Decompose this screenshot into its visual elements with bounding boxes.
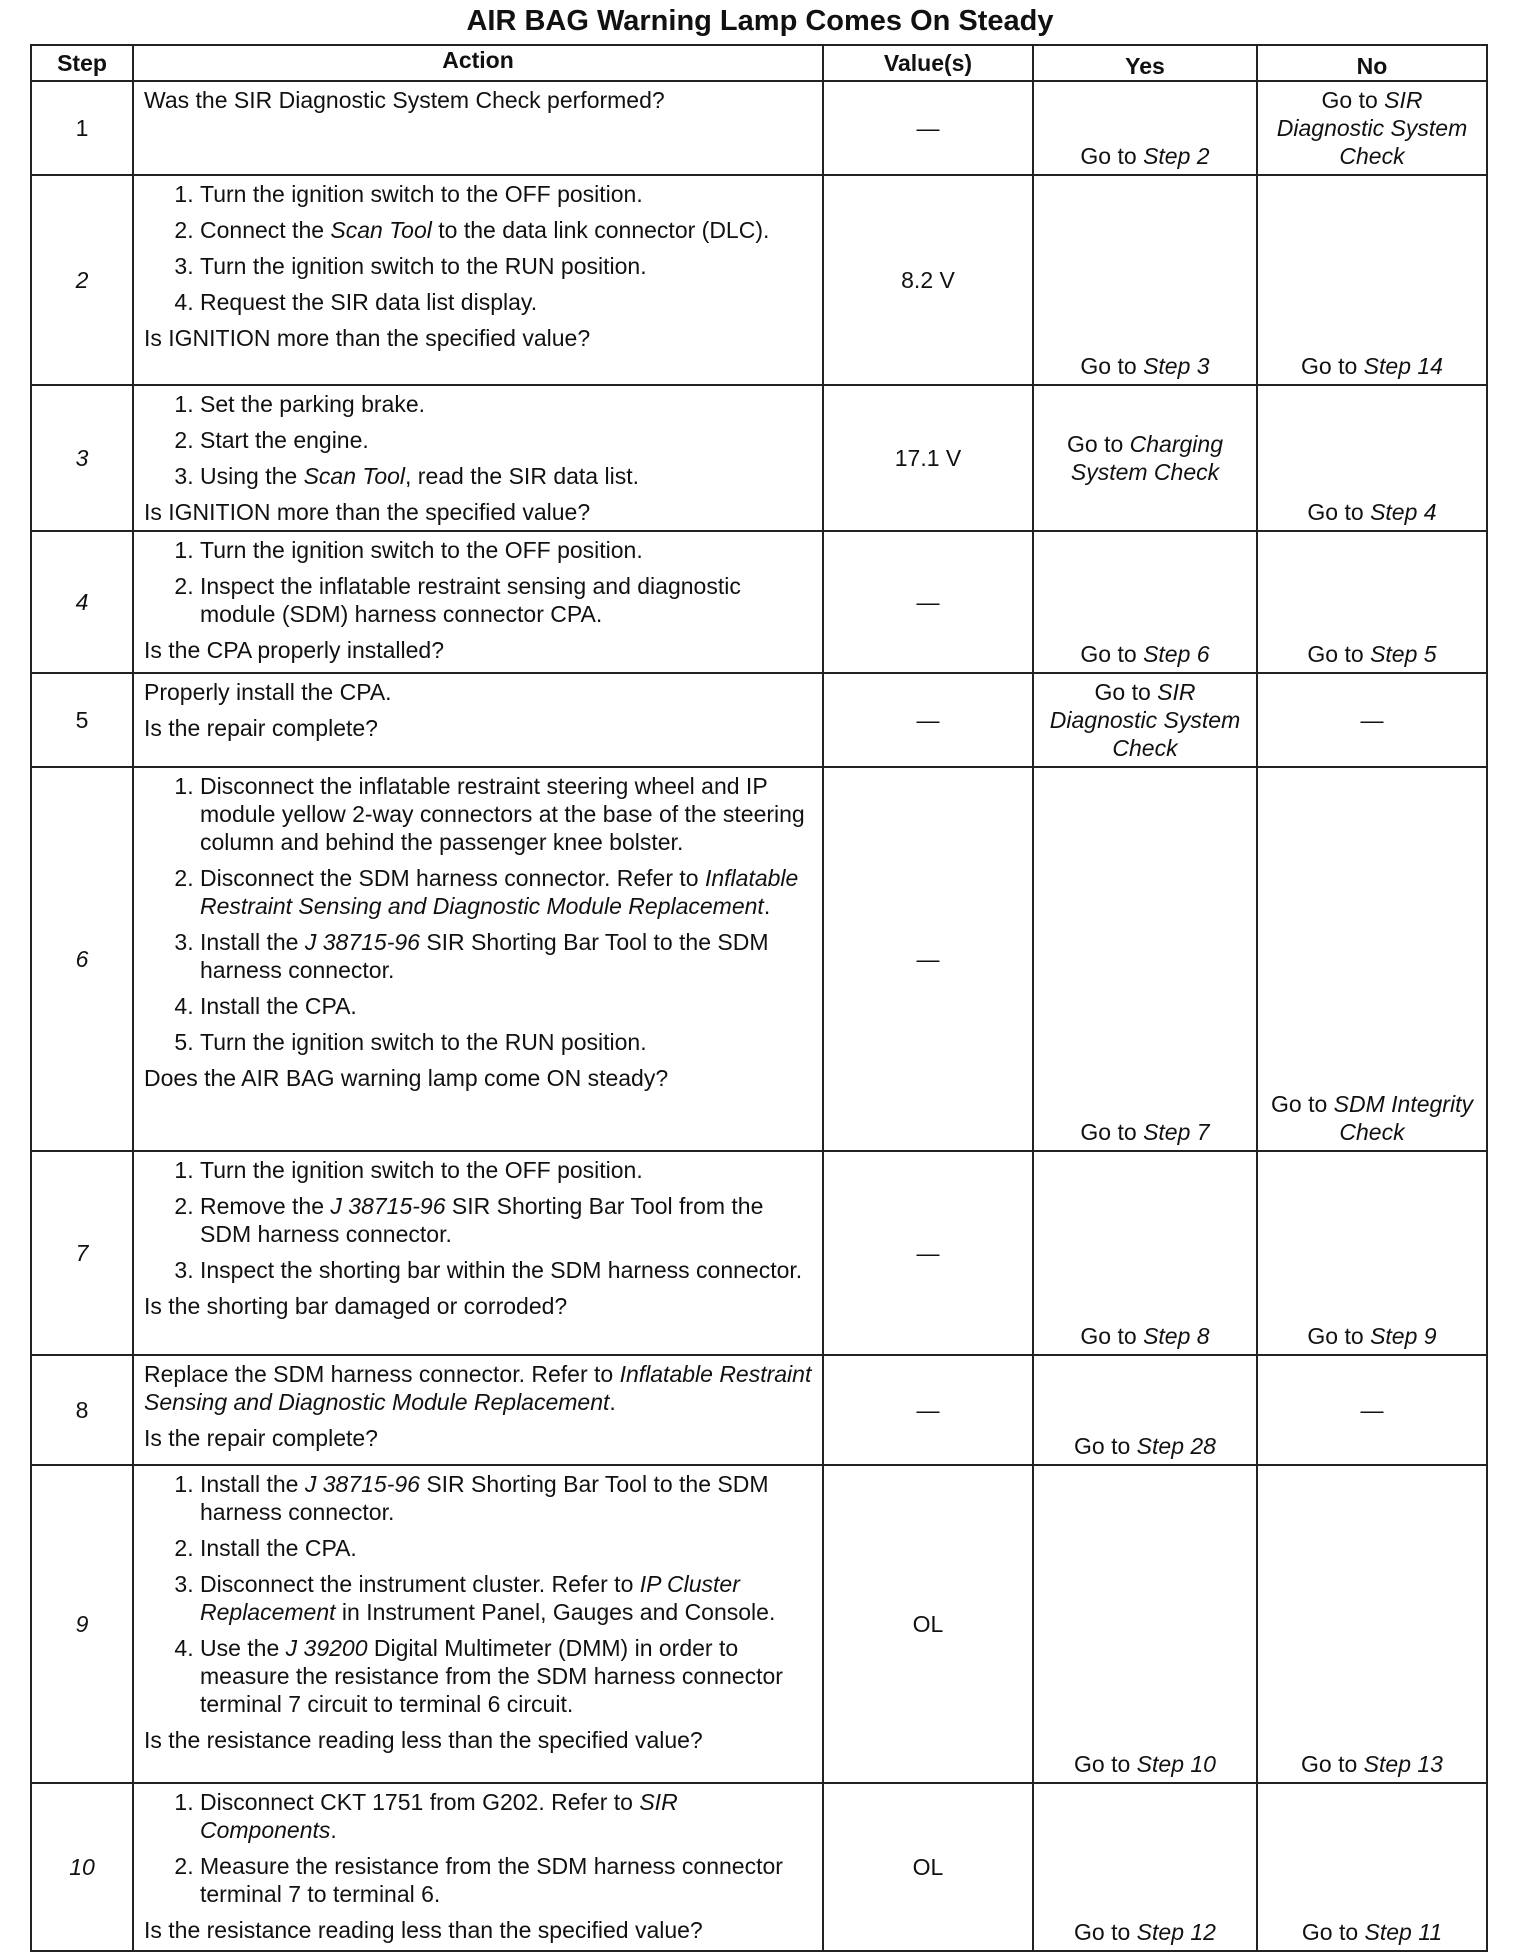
go-to-text: Go to bbox=[1080, 1323, 1144, 1349]
action-step bbox=[200, 928, 812, 984]
action-text: Properly install the CPA. bbox=[144, 679, 392, 705]
step-number: 2 bbox=[31, 175, 133, 385]
action-step bbox=[200, 772, 812, 856]
action-cell bbox=[133, 81, 823, 175]
go-to-text: Go to bbox=[1067, 431, 1130, 457]
action-step bbox=[200, 180, 812, 208]
go-to-target: Step 4 bbox=[1370, 499, 1437, 525]
text-segment: Disconnect the SDM harness connector. Refer to bbox=[200, 865, 705, 891]
value-cell: OL bbox=[823, 1783, 1033, 1951]
go-to-text: Go to bbox=[1321, 87, 1385, 113]
yes-cell bbox=[1033, 1151, 1257, 1355]
step-number: 6 bbox=[31, 767, 133, 1151]
yes-cell bbox=[1033, 1465, 1257, 1783]
go-to-text: Go to bbox=[1080, 143, 1144, 169]
go-to-target: Step 5 bbox=[1370, 641, 1437, 667]
text-segment: J 38715-96 bbox=[304, 929, 420, 955]
action-step bbox=[200, 1192, 812, 1248]
text-segment: Scan Tool bbox=[303, 463, 406, 489]
go-to-target: Charging System Check bbox=[1070, 431, 1223, 485]
dash: — bbox=[1360, 1397, 1384, 1423]
action-step bbox=[200, 1256, 812, 1284]
yes-cell bbox=[1033, 81, 1257, 175]
action-cell bbox=[133, 1151, 823, 1355]
text-segment: Use the bbox=[200, 1635, 286, 1661]
text-segment: J 38715-96 bbox=[330, 1193, 446, 1219]
text-segment: Disconnect CKT 1751 from G202. Refer to bbox=[200, 1789, 640, 1815]
text-segment: to the data link connector (DLC). bbox=[431, 217, 770, 243]
no-cell bbox=[1257, 1465, 1487, 1783]
text-segment: Install the bbox=[200, 929, 305, 955]
action-step bbox=[200, 1470, 812, 1526]
text-segment: Turn the ignition switch to the OFF position. bbox=[200, 181, 643, 207]
no-cell bbox=[1257, 767, 1487, 1151]
go-to-text: Go to bbox=[1307, 641, 1371, 667]
action-step bbox=[200, 1634, 812, 1718]
go-to-text: Go to bbox=[1307, 499, 1371, 525]
action-question: Is the resistance reading less than the specified value? bbox=[144, 1917, 703, 1943]
table-row bbox=[31, 1355, 1487, 1465]
table-row bbox=[31, 673, 1487, 767]
text-segment: Is the repair complete? bbox=[144, 1425, 378, 1451]
action-step bbox=[200, 992, 812, 1020]
value-cell: — bbox=[823, 1355, 1033, 1465]
go-to-target: SIR Diagnostic System Check bbox=[1049, 679, 1241, 761]
text-segment: Turn the ignition switch to the RUN position. bbox=[200, 1029, 647, 1055]
action-question: Does the AIR BAG warning lamp come ON steady? bbox=[144, 1065, 669, 1091]
text-segment: Remove the bbox=[200, 1193, 331, 1219]
text-segment: Start the engine. bbox=[200, 427, 369, 453]
text-segment: Digital Multimeter (DMM) in order to measure the resistance from the SDM harness connector terminal 7 circuit to terminal 6 circuit. bbox=[200, 1635, 783, 1717]
table-row bbox=[31, 81, 1487, 175]
table-row bbox=[31, 1151, 1487, 1355]
text-segment: Install the CPA. bbox=[200, 993, 357, 1019]
step-number: 9 bbox=[31, 1465, 133, 1783]
go-to-target: Step 9 bbox=[1370, 1323, 1437, 1349]
action-cell bbox=[133, 673, 823, 767]
action-step bbox=[200, 1028, 812, 1056]
action-step bbox=[200, 1570, 812, 1626]
yes-cell bbox=[1033, 385, 1257, 531]
action-text bbox=[144, 1360, 812, 1416]
go-to-text: Go to bbox=[1074, 1919, 1137, 1945]
step-number: 7 bbox=[31, 1151, 133, 1355]
go-to-text: Go to bbox=[1074, 1433, 1137, 1459]
step-number: 10 bbox=[31, 1783, 133, 1951]
page-title: AIR BAG Warning Lamp Comes On Steady bbox=[466, 5, 1054, 37]
go-to-target: Step 3 bbox=[1143, 353, 1210, 379]
value-cell: — bbox=[823, 673, 1033, 767]
table-row bbox=[31, 1783, 1487, 1951]
go-to-target: Step 11 bbox=[1364, 1919, 1443, 1945]
text-segment: SIR Components bbox=[200, 1789, 678, 1843]
header-step: Step bbox=[31, 45, 133, 81]
go-to-text: Go to bbox=[1301, 353, 1364, 379]
no-cell bbox=[1257, 175, 1487, 385]
action-step bbox=[200, 572, 812, 628]
action-cell bbox=[133, 767, 823, 1151]
value-cell: — bbox=[823, 531, 1033, 673]
text-segment: J 39200 bbox=[285, 1635, 368, 1661]
text-segment: Inflatable Restraint Sensing and Diagnostic Module Replacement bbox=[144, 1361, 812, 1415]
value-cell: 17.1 V bbox=[823, 385, 1033, 531]
go-to-target: Step 14 bbox=[1363, 353, 1443, 379]
go-to-target: Step 2 bbox=[1143, 143, 1210, 169]
table-row bbox=[31, 1465, 1487, 1783]
text-segment: Measure the resistance from the SDM harness connector terminal 7 to terminal 6. bbox=[200, 1853, 783, 1907]
go-to-target: Step 8 bbox=[1143, 1323, 1210, 1349]
go-to-text: Go to bbox=[1307, 1323, 1371, 1349]
go-to-text: Go to bbox=[1271, 1091, 1334, 1117]
yes-cell bbox=[1033, 531, 1257, 673]
diagnostic-table bbox=[30, 44, 1488, 1952]
text-segment: Using the bbox=[200, 463, 304, 489]
go-to-text: Go to bbox=[1301, 1751, 1364, 1777]
go-to-target: Step 28 bbox=[1136, 1433, 1216, 1459]
action-step bbox=[200, 1534, 812, 1562]
action-step bbox=[200, 462, 812, 490]
go-to-target: Step 7 bbox=[1143, 1119, 1210, 1145]
step-number: 4 bbox=[31, 531, 133, 673]
step-number: 3 bbox=[31, 385, 133, 531]
table-row bbox=[31, 385, 1487, 531]
action-cell bbox=[133, 1465, 823, 1783]
text-segment: Install the CPA. bbox=[200, 1535, 357, 1561]
action-cell bbox=[133, 531, 823, 673]
yes-cell bbox=[1033, 1783, 1257, 1951]
action-steps bbox=[144, 180, 812, 316]
step-number: 8 bbox=[31, 1355, 133, 1465]
action-steps bbox=[144, 1156, 812, 1284]
text-segment: Inspect the inflatable restraint sensing and diagnostic module (SDM) harness connector CPA. bbox=[200, 573, 741, 627]
text-segment: Connect the bbox=[200, 217, 331, 243]
go-to-text: Go to bbox=[1074, 1751, 1137, 1777]
text-segment: , read the SIR data list. bbox=[405, 463, 639, 489]
text-segment: SIR Shorting Bar Tool from the SDM harness connector. bbox=[200, 1193, 764, 1247]
action-step bbox=[200, 390, 812, 418]
go-to-text: Go to bbox=[1080, 1119, 1144, 1145]
action-question: Is the shorting bar damaged or corroded? bbox=[144, 1293, 568, 1319]
text-segment: Inspect the shorting bar within the SDM harness connector. bbox=[200, 1257, 803, 1283]
action-text: Is the repair complete? bbox=[144, 715, 378, 741]
go-to-target: Step 10 bbox=[1136, 1751, 1216, 1777]
action-steps bbox=[144, 390, 812, 490]
value-cell: — bbox=[823, 81, 1033, 175]
header-action: Action bbox=[133, 45, 823, 81]
text-segment: Inflatable Restraint Sensing and Diagnostic Module Replacement bbox=[200, 865, 799, 919]
text-segment: SIR Shorting Bar Tool to the SDM harness connector. bbox=[200, 929, 769, 983]
go-to-target: Step 12 bbox=[1136, 1919, 1216, 1945]
action-step bbox=[200, 426, 812, 454]
action-question: Is IGNITION more than the specified value? bbox=[144, 499, 591, 525]
text-segment: . bbox=[609, 1389, 616, 1415]
step-number: 1 bbox=[31, 81, 133, 175]
yes-cell bbox=[1033, 175, 1257, 385]
action-question: Is IGNITION more than the specified value? bbox=[144, 325, 591, 351]
text-segment: . bbox=[763, 893, 771, 919]
text-segment: Disconnect the instrument cluster. Refer to bbox=[200, 1571, 640, 1597]
header-values: Value(s) bbox=[823, 45, 1033, 81]
go-to-target: Step 6 bbox=[1143, 641, 1210, 667]
header-yes: Yes bbox=[1033, 45, 1257, 81]
text-segment: Request the SIR data list display. bbox=[200, 289, 538, 315]
go-to-target: SDM Integrity Check bbox=[1333, 1091, 1473, 1145]
action-step bbox=[200, 1852, 812, 1908]
yes-cell bbox=[1033, 673, 1257, 767]
no-cell bbox=[1257, 1355, 1487, 1465]
no-cell bbox=[1257, 531, 1487, 673]
text-segment: Scan Tool bbox=[330, 217, 432, 243]
go-to-target: SIR Diagnostic System Check bbox=[1276, 87, 1468, 169]
no-cell bbox=[1257, 1783, 1487, 1951]
text-segment: IP Cluster Replacement bbox=[200, 1571, 740, 1625]
text-segment: . bbox=[330, 1817, 337, 1843]
go-to-text: Go to bbox=[1080, 353, 1144, 379]
value-cell: — bbox=[823, 1151, 1033, 1355]
action-step bbox=[200, 864, 812, 920]
action-steps bbox=[144, 1470, 812, 1718]
text-segment: Turn the ignition switch to the OFF position. bbox=[200, 1157, 643, 1183]
text-segment: in Instrument Panel, Gauges and Console. bbox=[335, 1599, 776, 1625]
text-segment: Disconnect the inflatable restraint steering wheel and IP module yellow 2-way connectors at the base of the steering column and behind the passenger knee bolster. bbox=[200, 773, 805, 855]
action-cell bbox=[133, 175, 823, 385]
go-to-text: Go to bbox=[1080, 641, 1144, 667]
yes-cell bbox=[1033, 767, 1257, 1151]
step-number: 5 bbox=[31, 673, 133, 767]
action-text bbox=[144, 1424, 812, 1452]
text-segment: Install the bbox=[200, 1471, 305, 1497]
value-cell: — bbox=[823, 767, 1033, 1151]
table-row bbox=[31, 175, 1487, 385]
action-step bbox=[200, 536, 812, 564]
text-segment: SIR Shorting Bar Tool to the SDM harness connector. bbox=[200, 1471, 769, 1525]
text-segment: J 38715-96 bbox=[304, 1471, 420, 1497]
no-cell bbox=[1257, 385, 1487, 531]
table-row bbox=[31, 767, 1487, 1151]
action-text: Was the SIR Diagnostic System Check performed? bbox=[144, 87, 665, 113]
yes-cell bbox=[1033, 1355, 1257, 1465]
action-steps bbox=[144, 536, 812, 628]
header-no: No bbox=[1257, 45, 1487, 81]
action-cell bbox=[133, 1355, 823, 1465]
text-segment: Turn the ignition switch to the OFF position. bbox=[200, 537, 643, 563]
value-cell: 8.2 V bbox=[823, 175, 1033, 385]
no-cell bbox=[1257, 1151, 1487, 1355]
text-segment: Turn the ignition switch to the RUN position. bbox=[200, 253, 647, 279]
text-segment: Set the parking brake. bbox=[200, 391, 426, 417]
go-to-text: Go to bbox=[1301, 1919, 1365, 1945]
header-row bbox=[31, 45, 1487, 81]
action-question: Is the resistance reading less than the specified value? bbox=[144, 1727, 703, 1753]
no-cell bbox=[1257, 673, 1487, 767]
no-cell bbox=[1257, 81, 1487, 175]
action-step bbox=[200, 288, 812, 316]
action-step bbox=[200, 252, 812, 280]
text-segment: Replace the SDM harness connector. Refer to bbox=[144, 1361, 620, 1387]
action-steps bbox=[144, 772, 812, 1056]
action-step bbox=[200, 216, 812, 244]
action-cell bbox=[133, 1783, 823, 1951]
go-to-text: Go to bbox=[1094, 679, 1158, 705]
dash: — bbox=[1360, 707, 1384, 733]
action-step bbox=[200, 1788, 812, 1844]
table-row bbox=[31, 531, 1487, 673]
action-question: Is the CPA properly installed? bbox=[144, 637, 445, 663]
go-to-target: Step 13 bbox=[1363, 1751, 1443, 1777]
action-steps bbox=[144, 1788, 812, 1908]
action-cell bbox=[133, 385, 823, 531]
action-step bbox=[200, 1156, 812, 1184]
value-cell: OL bbox=[823, 1465, 1033, 1783]
